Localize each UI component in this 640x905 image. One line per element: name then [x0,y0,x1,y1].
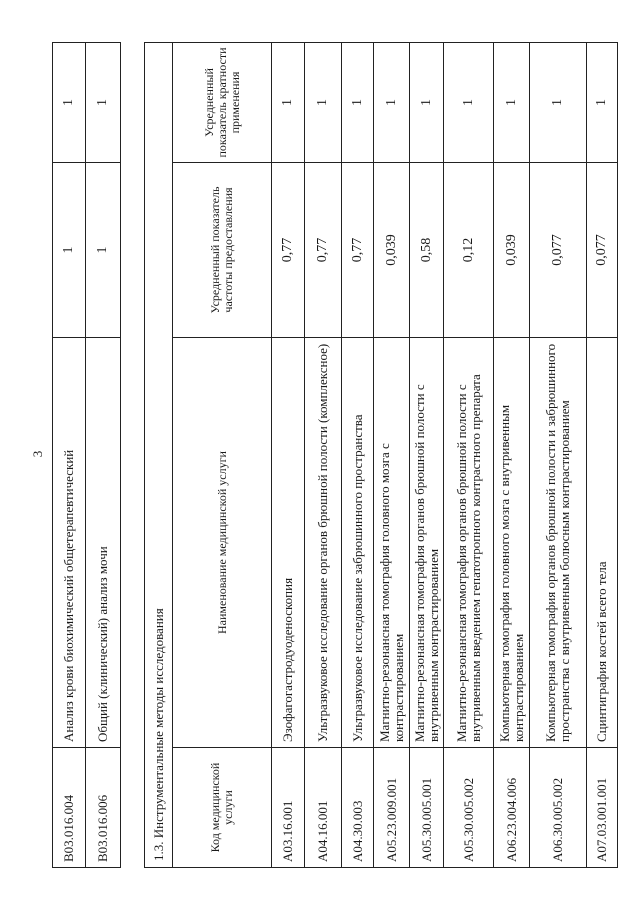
header-name: Наименование медицинской услуги [173,338,272,748]
multiplicity-value: 1 [530,42,587,162]
service-name: Общий (клинический) анализ мочи [86,338,121,748]
service-code: A06.30.005.002 [530,748,587,868]
page-number: 3 [30,450,45,458]
service-code: B03.016.006 [86,748,121,868]
multiplicity-value: 1 [410,42,444,162]
header-frequency: Усредненный показатель частоты предоставления [173,163,272,338]
frequency-value: 0,039 [374,163,410,338]
service-name: Компьютерная томография органов брюшной полости и забрюшинного пространства с внутривенным болюсным контрастированием [530,338,587,748]
section-title-row [145,42,173,867]
frequency-value: 1 [53,163,86,338]
table-row [587,42,618,867]
multiplicity-value: 1 [374,42,410,162]
frequency-value: 1 [86,163,121,338]
header-code: Код медицинской услуги [173,748,272,868]
frequency-value: 0,077 [530,163,587,338]
multiplicity-value: 1 [305,42,342,162]
frequency-value: 0,77 [305,163,342,338]
service-name: Ультразвуковое исследование органов брюшной полости (комплексное) [305,338,342,748]
service-code: A07.03.001.001 [587,748,618,868]
table-row [494,42,530,867]
table-row [530,42,587,867]
service-name: Сцинтиграфия костей всего тела [587,338,618,748]
frequency-value: 0,58 [410,163,444,338]
instrumental-methods-table [144,42,618,868]
service-name: Эзофагогастродуоденоскопия [272,338,305,748]
header-multiplicity: Усредненный показатель кратности применения [173,42,272,162]
service-name: Магнитно-резонансная томография органов брюшной полости с внутривенным контрастированием [410,338,444,748]
table-row [342,42,374,867]
service-code: A06.23.004.006 [494,748,530,868]
service-code: A05.30.005.002 [444,748,494,868]
multiplicity-value: 1 [494,42,530,162]
section-title: 1.3. Инструментальные методы исследования [145,42,173,867]
service-code: A05.23.009.001 [374,748,410,868]
frequency-value: 0,77 [272,163,305,338]
multiplicity-value: 1 [86,43,121,163]
multiplicity-value: 1 [587,42,618,162]
frequency-value: 0,039 [494,163,530,338]
service-code: A04.30.003 [342,748,374,868]
service-name: Компьютерная томография головного мозга с внутривенным контрастированием [494,338,530,748]
rotated-page-content [45,43,630,868]
multiplicity-value: 1 [53,43,86,163]
service-name: Ультразвуковое исследование забрюшинного пространства [342,338,374,748]
header-row [173,42,272,867]
service-name: Магнитно-резонансная томография головного мозга с контрастированием [374,338,410,748]
service-code: A04.16.001 [305,748,342,868]
multiplicity-value: 1 [272,42,305,162]
table-row [305,42,342,867]
multiplicity-value: 1 [342,42,374,162]
table-row [410,42,444,867]
table-row [374,42,410,867]
service-code: B03.016.004 [53,748,86,868]
frequency-value: 0,077 [587,163,618,338]
frequency-value: 0,77 [342,163,374,338]
frequency-value: 0,12 [444,163,494,338]
top-continuation-table [52,42,121,868]
multiplicity-value: 1 [444,42,494,162]
service-name: Анализ крови биохимический общетерапевтический [53,338,86,748]
service-code: A05.30.005.001 [410,748,444,868]
table-row [272,42,305,867]
service-name: Магнитно-резонансная томография органов брюшной полости с внутривенным введением гепатотропного контрастного препарата [444,338,494,748]
service-code: A03.16.001 [272,748,305,868]
table-row [444,42,494,867]
table-row [53,43,86,868]
table-row [86,43,121,868]
